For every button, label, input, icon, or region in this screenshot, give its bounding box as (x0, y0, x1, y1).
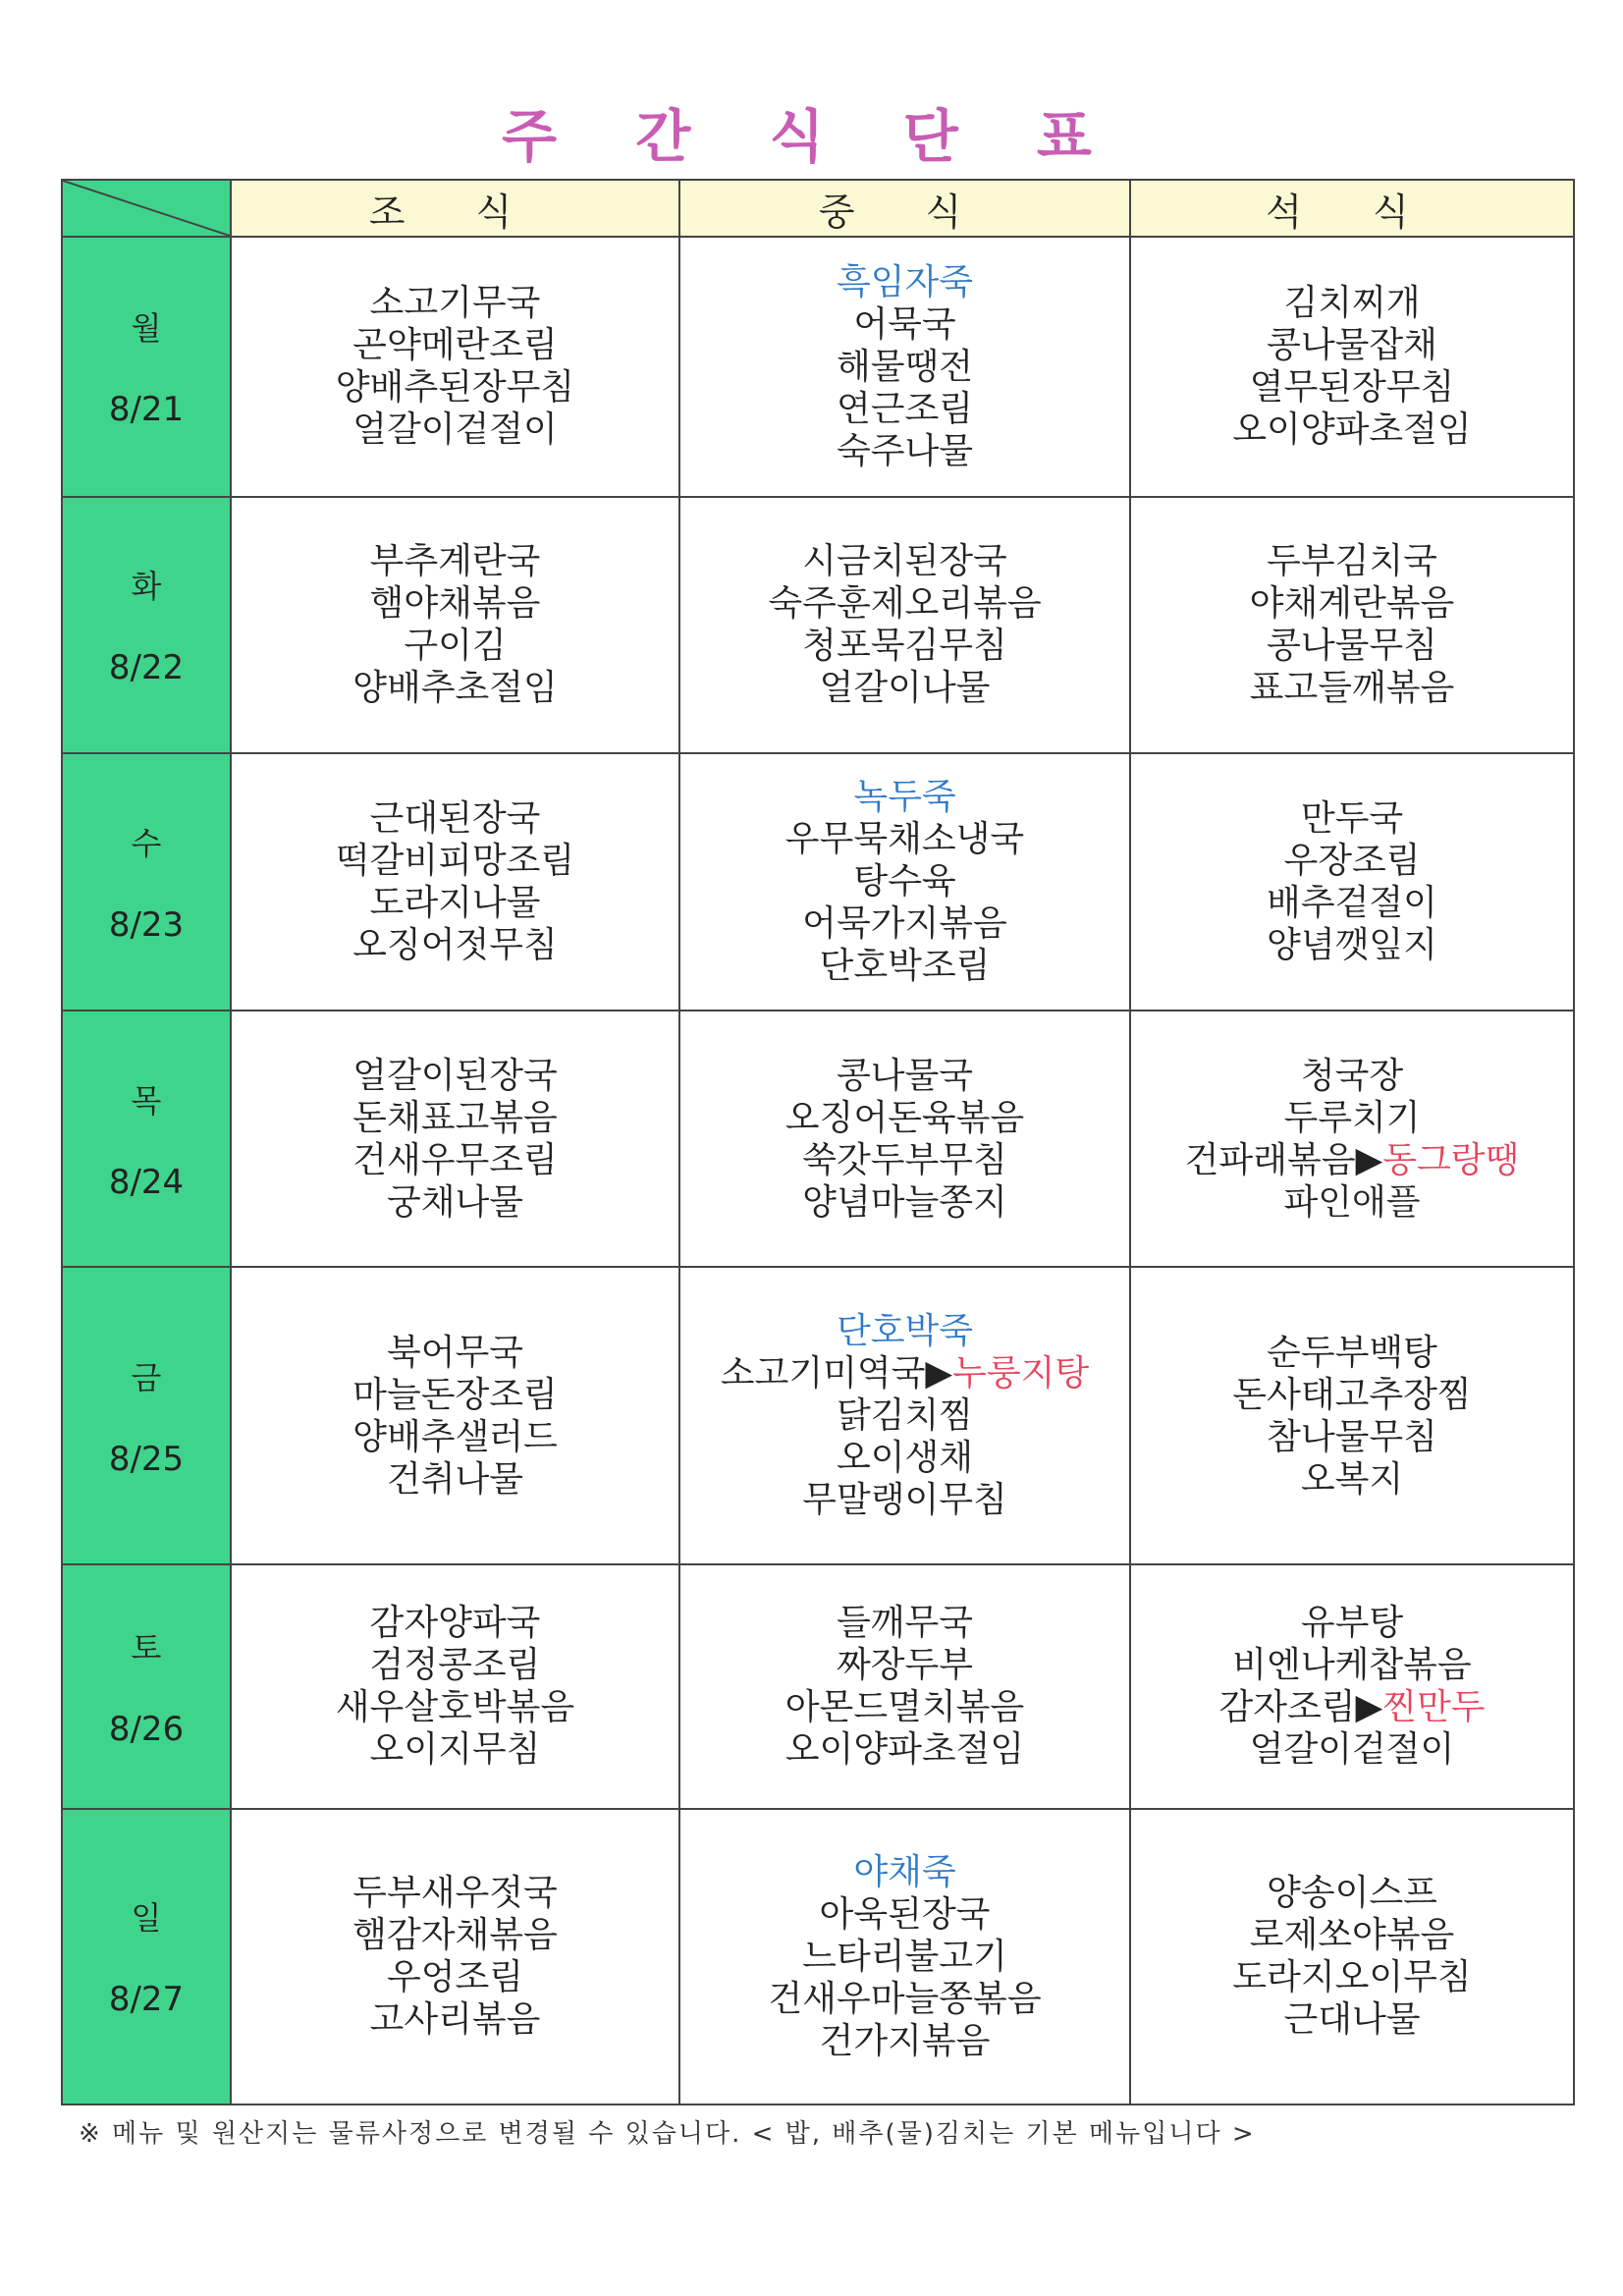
menu-item (680, 2020, 1129, 2062)
menu-item-text: 시금치된장국 (802, 541, 1007, 582)
menu-item (680, 902, 1129, 945)
menu-item (680, 261, 1129, 303)
menu-item-text: 유부탕 (1300, 1603, 1404, 1644)
menu-item: 소고기무국 (369, 283, 541, 324)
menu-item (1131, 1055, 1573, 1097)
menu-item-text: 건새우마늘쫑볶음 (768, 1978, 1042, 2019)
weekly-menu-table (61, 179, 1575, 2105)
menu-item-text: 숙주훈제오리볶음 (768, 583, 1042, 625)
day-name: 일 (131, 1899, 162, 1938)
menu-item (680, 1097, 1129, 1139)
menu-item-text: 소고기미역국 (720, 1353, 926, 1394)
dinner-cell (1130, 753, 1574, 1011)
menu-item: 건새우무조림 (352, 1139, 558, 1180)
lunch-cell (679, 753, 1130, 1011)
menu-item: 양배추샐러드 (352, 1416, 558, 1457)
day-row (62, 1267, 1574, 1564)
day-date: 8/25 (108, 1439, 185, 1479)
menu-item-text: 짜장두부 (836, 1645, 974, 1686)
menu-item-text: 두루치기 (1283, 1097, 1421, 1138)
day-date: 8/26 (108, 1710, 185, 1750)
day-name: 월 (131, 309, 162, 348)
menu-item-text: 콩나물국 (836, 1055, 974, 1096)
menu-item-text: 어묵국 (853, 303, 956, 345)
menu-item: 북어무국 (386, 1332, 524, 1373)
porridge-item: 단호박죽 (836, 1311, 974, 1352)
menu-item: 표고들깨볶음 (1249, 668, 1455, 709)
menu-item (680, 1394, 1129, 1437)
menu-item (680, 1978, 1129, 2020)
dinner-cell (1130, 1267, 1574, 1564)
porridge-item: 녹두죽 (853, 777, 956, 818)
day-row (62, 1011, 1574, 1267)
menu-item: 근대된장국 (369, 797, 541, 839)
menu-item: 양송이스프 (1267, 1873, 1437, 1914)
menu-item (680, 860, 1129, 902)
menu-item (680, 1644, 1129, 1686)
breakfast-cell (231, 753, 679, 1011)
day-cell (62, 497, 231, 753)
menu-item-text: 해물땡전 (836, 346, 974, 387)
dinner-cell (1130, 497, 1574, 753)
day-name: 목 (131, 1081, 162, 1120)
menu-item-text: 어묵가지볶음 (802, 903, 1007, 945)
menu-item-text: 청국장 (1300, 1055, 1404, 1096)
arrow-icon: ▶ (1355, 1687, 1383, 1728)
menu-item: 오복지 (1300, 1458, 1404, 1500)
menu-item: 새우살호박볶음 (335, 1687, 575, 1728)
menu-item: 김치찌개 (1283, 283, 1421, 324)
menu-item: 참나물무침 (1267, 1416, 1437, 1457)
menu-item: 고사리볶음 (369, 1999, 541, 2041)
day-date: 8/24 (108, 1162, 185, 1202)
menu-item: 구이김 (404, 626, 507, 667)
day-name: 금 (131, 1358, 162, 1396)
breakfast-cell (231, 1267, 679, 1564)
breakfast-cell (231, 497, 679, 753)
menu-item (680, 1936, 1129, 1978)
extra-item: 누룽지탕 (952, 1353, 1090, 1394)
menu-item: 오이지무침 (369, 1729, 541, 1771)
header-breakfast: 조 식 (231, 180, 679, 237)
dinner-cell (1130, 1809, 1574, 2105)
menu-item (1131, 1097, 1573, 1139)
menu-item-text: 양념마늘쫑지 (802, 1181, 1007, 1223)
day-name: 수 (131, 824, 162, 862)
menu-item: 두부새우젓국 (352, 1873, 558, 1914)
menu-item: 우장조림 (1283, 840, 1421, 881)
menu-item-text: 쑥갓두부무침 (802, 1139, 1007, 1180)
menu-item: 도라지오이무침 (1232, 1957, 1472, 1998)
menu-item (1131, 1139, 1573, 1181)
menu-item-text: 탕수육 (853, 861, 956, 902)
menu-item: 떡갈비피망조림 (335, 840, 575, 881)
lunch-cell (679, 1267, 1130, 1564)
menu-item-text: 느타리불고기 (802, 1936, 1007, 1977)
dinner-cell (1130, 237, 1574, 497)
menu-item-text: 들깨무국 (836, 1603, 974, 1644)
day-date: 8/21 (108, 390, 185, 430)
menu-item (680, 430, 1129, 472)
menu-item-text: 감자조림 (1218, 1687, 1356, 1728)
menu-item (680, 1181, 1129, 1224)
day-name: 토 (131, 1629, 162, 1667)
menu-item: 오징어젓무침 (352, 924, 558, 965)
menu-item (680, 1893, 1129, 1936)
day-row (62, 1564, 1574, 1809)
menu-item: 돈사태고추장찜 (1232, 1374, 1472, 1415)
menu-item (680, 667, 1129, 709)
dinner-cell (1130, 1011, 1574, 1267)
menu-item-text: 건가지볶음 (819, 2020, 991, 2061)
menu-item: 얼갈이된장국 (352, 1055, 558, 1096)
menu-item: 양념깻잎지 (1267, 924, 1437, 965)
day-cell (62, 1011, 231, 1267)
menu-item (680, 540, 1129, 582)
day-row (62, 1809, 1574, 2105)
porridge-item: 야채죽 (853, 1851, 956, 1892)
arrow-icon: ▶ (1355, 1139, 1383, 1180)
arrow-icon: ▶ (925, 1353, 953, 1394)
menu-item (680, 945, 1129, 987)
menu-item (1131, 1602, 1573, 1644)
menu-item (680, 818, 1129, 860)
menu-item-text: 단호박조림 (819, 946, 991, 987)
menu-item: 열무된장무침 (1249, 367, 1455, 409)
menu-item (680, 388, 1129, 430)
header-dinner: 석 식 (1130, 180, 1574, 237)
menu-item-text: 무말랭이무침 (802, 1480, 1007, 1521)
page-title: 주 간 식 단 표 (502, 103, 1121, 170)
menu-item: 배추겉절이 (1267, 882, 1437, 923)
menu-item-text: 숙주나물 (836, 430, 974, 471)
day-date: 8/22 (108, 648, 185, 688)
menu-item: 감자양파국 (369, 1603, 541, 1644)
lunch-cell (679, 1011, 1130, 1267)
menu-item-text: 아몬드멸치볶음 (784, 1687, 1025, 1728)
extra-item: 동그랑땡 (1382, 1139, 1520, 1180)
menu-item-text: 오이양파초절임 (784, 1729, 1025, 1771)
menu-item: 도라지나물 (369, 882, 541, 923)
menu-item: 순두부백탕 (1267, 1332, 1437, 1373)
lunch-cell (679, 237, 1130, 497)
menu-item-text: 청포묵김무침 (802, 626, 1007, 667)
menu-item (680, 303, 1129, 346)
diagonal-line (63, 181, 230, 236)
menu-item: 건취나물 (386, 1458, 524, 1500)
day-name: 화 (131, 568, 162, 606)
day-cell (62, 1267, 231, 1564)
menu-item (680, 776, 1129, 818)
day-cell (62, 753, 231, 1011)
menu-item: 양배추초절임 (352, 668, 558, 709)
menu-item-text: 오징어돈육볶음 (784, 1097, 1025, 1138)
menu-item: 얼갈이겉절이 (352, 410, 558, 451)
menu-item-text: 닭김치찜 (836, 1395, 974, 1437)
header-lunch: 중 식 (679, 180, 1130, 237)
menu-item (680, 1139, 1129, 1181)
day-date: 8/27 (108, 1980, 185, 2020)
menu-item (680, 346, 1129, 388)
menu-item-text: 건파래볶음 (1184, 1139, 1356, 1180)
menu-item (680, 1310, 1129, 1352)
menu-item: 검정콩조림 (369, 1645, 541, 1686)
menu-item (680, 1728, 1129, 1771)
day-row (62, 497, 1574, 753)
menu-item: 곤약메란조림 (352, 325, 558, 366)
breakfast-cell (231, 1011, 679, 1267)
menu-item (680, 625, 1129, 667)
menu-item: 양배추된장무침 (335, 367, 575, 409)
breakfast-cell (231, 1564, 679, 1809)
menu-item (680, 582, 1129, 625)
menu-item (680, 1686, 1129, 1728)
day-row (62, 237, 1574, 497)
menu-item (1131, 1728, 1573, 1771)
lunch-cell (679, 497, 1130, 753)
day-date: 8/23 (108, 904, 185, 945)
menu-item-text: 비엔나케찹볶음 (1232, 1645, 1472, 1686)
menu-item (1131, 1181, 1573, 1224)
extra-item: 찐만두 (1382, 1687, 1486, 1728)
menu-item: 돈채표고볶음 (352, 1097, 558, 1138)
header-row (62, 180, 1574, 237)
menu-item (680, 1602, 1129, 1644)
menu-item (680, 1352, 1129, 1394)
corner-cell (62, 180, 231, 237)
menu-item: 콩나물무침 (1267, 626, 1437, 667)
porridge-item: 흑임자죽 (836, 261, 974, 302)
menu-item: 마늘돈장조림 (352, 1374, 558, 1415)
menu-item: 만두국 (1300, 797, 1404, 839)
day-cell (62, 1564, 231, 1809)
menu-item (680, 1851, 1129, 1893)
menu-item (680, 1437, 1129, 1479)
menu-item (1131, 1686, 1573, 1728)
breakfast-cell (231, 1809, 679, 2105)
menu-item: 햄감자채볶음 (352, 1915, 558, 1956)
menu-item: 우엉조림 (386, 1957, 524, 1998)
menu-item-text: 연근조림 (836, 388, 974, 429)
menu-item (680, 1479, 1129, 1521)
menu-item-text: 아욱된장국 (819, 1893, 991, 1935)
lunch-cell (679, 1564, 1130, 1809)
menu-item: 로제쏘야볶음 (1249, 1915, 1455, 1956)
dinner-cell (1130, 1564, 1574, 1809)
menu-item-text: 얼갈이겉절이 (1249, 1729, 1455, 1771)
menu-item: 궁채나물 (386, 1181, 524, 1223)
day-cell (62, 1809, 231, 2105)
menu-item: 두부김치국 (1267, 541, 1437, 582)
menu-item (1131, 1644, 1573, 1686)
menu-item: 콩나물잡채 (1267, 325, 1437, 366)
menu-item (680, 1055, 1129, 1097)
breakfast-cell (231, 237, 679, 497)
menu-item: 부추계란국 (369, 541, 541, 582)
menu-item: 근대나물 (1283, 1999, 1421, 2041)
menu-item: 야채계란볶음 (1249, 583, 1455, 625)
lunch-cell (679, 1809, 1130, 2105)
menu-item-text: 우무묵채소냉국 (784, 819, 1025, 860)
menu-item: 오이양파초절임 (1232, 410, 1472, 451)
menu-item: 햄야채볶음 (369, 583, 541, 625)
footnote: ※ 메뉴 및 원산지는 물류사정으로 변경될 수 있습니다. < 밥, 배추(물)김치는 기본 메뉴입니다 > (79, 2119, 1256, 2149)
day-row (62, 753, 1574, 1011)
menu-item-text: 얼갈이나물 (819, 668, 991, 709)
day-cell (62, 237, 231, 497)
menu-item-text: 파인애플 (1283, 1181, 1421, 1223)
menu-item-text: 오이생채 (836, 1438, 974, 1479)
